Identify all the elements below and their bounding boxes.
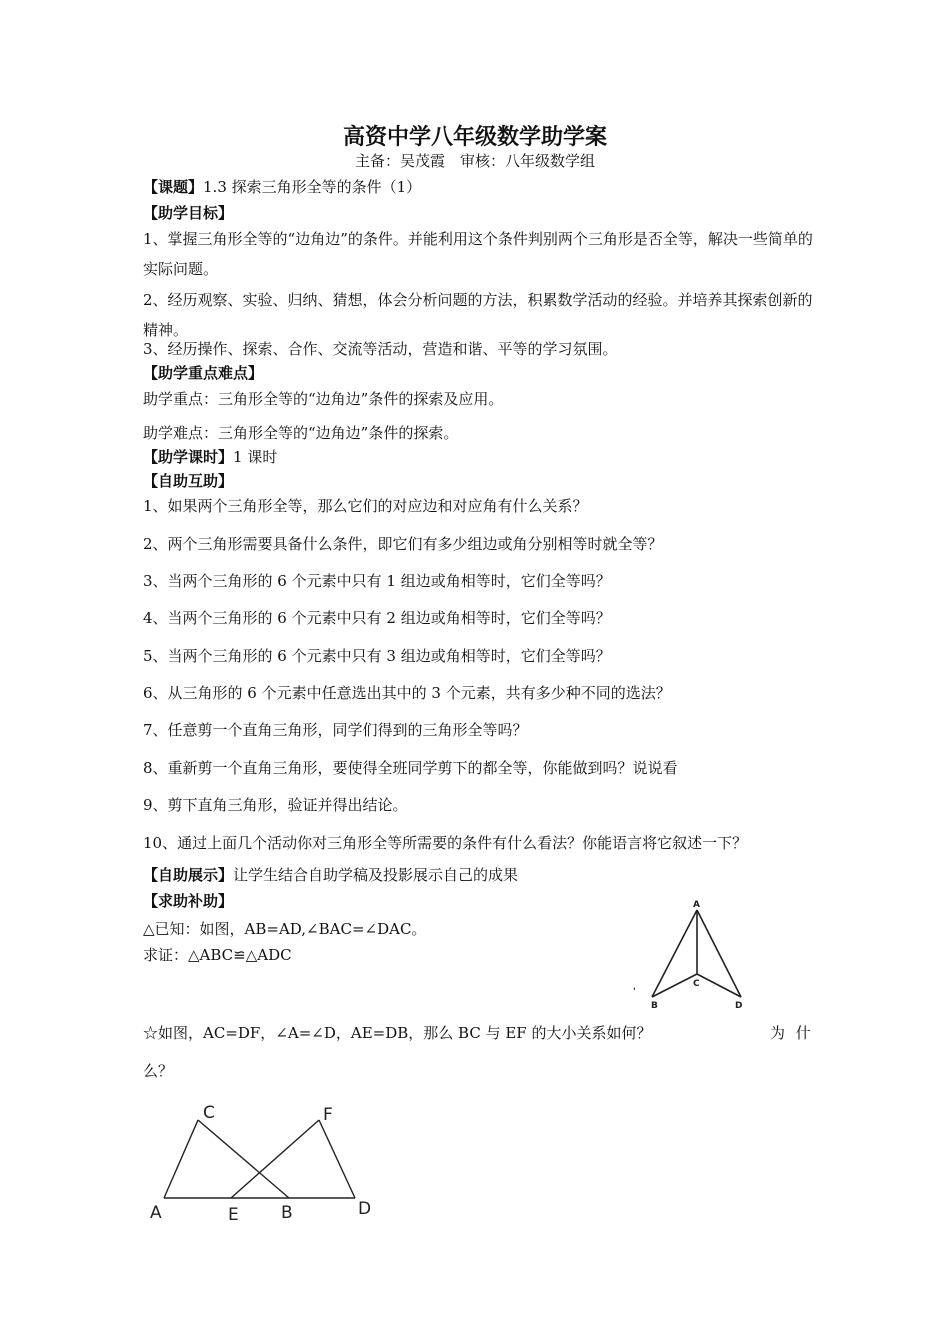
page-subtitle: 主备：吴茂霞 审核：八年级数学组: [354, 152, 595, 170]
topic-line: [143, 176, 421, 197]
label-b: B: [281, 1203, 293, 1223]
label-b: B: [651, 1001, 658, 1011]
topic-text: 1.3 探索三角形全等的条件（1）: [203, 178, 422, 196]
problem2-line1: ☆如图，AC=DF，∠A=∠D，AE=DB，那么 BC 与 EF 的大小关系如何？: [143, 1024, 652, 1042]
question-item: 3、当两个三角形的 6 个元素中只有 1 组边或角相等时，它们全等吗？: [143, 572, 611, 590]
problem1-prove: 求证：△ABC≌△ADC: [143, 946, 292, 964]
question-item: 5、当两个三角形的 6 个元素中只有 3 组边或角相等时，它们全等吗？: [143, 647, 611, 665]
question-item: 10、通过上面几个活动你对三角形全等所需要的条件有什么看法？你能语言将它叙述一下？: [143, 834, 748, 852]
stray-mark: ': [633, 987, 636, 997]
page-title: 高资中学八年级数学助学案: [342, 124, 607, 150]
goal-item: 1、掌握三角形全等的“边角边”的条件。并能利用这个条件判别两个三角形是否全等，解决一些简单的实际问题。: [143, 230, 813, 278]
question-item: 4、当两个三角形的 6 个元素中只有 2 组边或角相等时，它们全等吗？: [143, 609, 611, 627]
hours-line: [143, 446, 277, 467]
key-point-difficulty: 助学难点：三角形全等的“边角边”条件的探索。: [143, 424, 459, 442]
problem1-given: △已知：如图，AB=AD,∠BAC=∠DAC。: [143, 920, 427, 938]
key-points-label: 【助学重点难点】: [143, 364, 264, 382]
segment-ac: [164, 1120, 198, 1198]
question-item: 7、任意剪一个直角三角形，同学们得到的三角形全等吗？: [143, 721, 528, 739]
question-item: 8、重新剪一个直角三角形，要使得全班同学剪下的都全等，你能做到吗？说说看: [143, 759, 678, 777]
segment-fd: [319, 1120, 355, 1198]
goals-label: 【助学目标】: [143, 204, 234, 222]
label-d: D: [735, 1001, 743, 1011]
question-item: 1、如果两个三角形全等，那么它们的对应边和对应角有什么关系？: [143, 497, 588, 515]
hours-text: 1 课时: [233, 448, 278, 466]
seek-help-label: 【求助补助】: [143, 892, 234, 910]
topic-label: 【课题】: [143, 178, 204, 196]
goal-item: 3、经历操作、探索、合作、交流等活动，营造和谐、平等的学习氛围。: [143, 340, 618, 358]
label-a: A: [150, 1203, 162, 1223]
label-d: D: [358, 1199, 372, 1219]
label-e: E: [228, 1205, 239, 1225]
question-item: 6、从三角形的 6 个元素中任意选出其中的 3 个元素，共有多少种不同的选法？: [143, 684, 671, 702]
label-c: C: [203, 1103, 215, 1123]
goal-item: 2、经历观察、实验、归纳、猜想，体会分析问题的方法，积累数学活动的经验。并培养其探索创新的精神。: [143, 291, 813, 339]
problem2-line2: 么？: [143, 1062, 174, 1080]
problem2-tail: 为 什: [770, 1024, 811, 1042]
question-item: 2、两个三角形需要具备什么条件，即它们有多少组边或角分别相等时就全等？: [143, 535, 663, 553]
display-line: [143, 864, 518, 885]
label-f: F: [323, 1105, 333, 1125]
question-item: 9、剪下直角三角形，验证并得出结论。: [143, 796, 408, 814]
segment-ab: [652, 910, 697, 997]
label-c: C: [693, 979, 700, 989]
display-text: 让学生结合自助学稿及投影展示自己的成果: [233, 866, 519, 884]
segment-ad: [697, 910, 741, 997]
display-label: 【自助展示】: [143, 866, 234, 884]
self-help-label: 【自助互助】: [143, 472, 234, 490]
hours-label: 【助学课时】: [143, 448, 234, 466]
key-point-focus: 助学重点：三角形全等的“边角边”条件的探索及应用。: [143, 390, 504, 408]
label-a: A: [693, 900, 700, 910]
